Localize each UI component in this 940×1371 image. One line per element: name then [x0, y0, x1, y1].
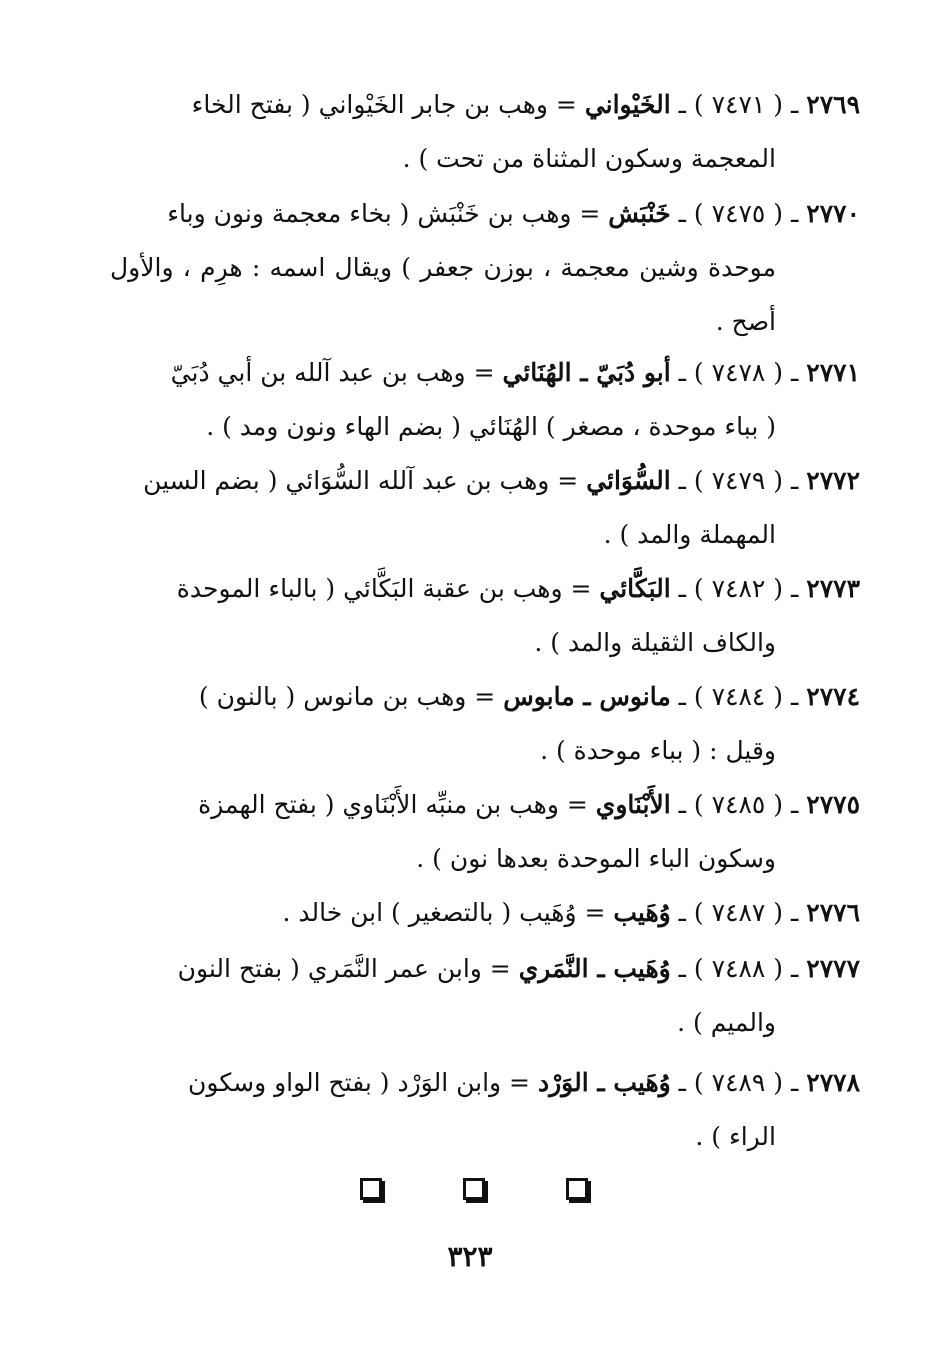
entry-ref: ـ ( ٧٤٨٢ ) ـ [670, 574, 807, 603]
entry-number: ٢٧٧٦ [806, 898, 860, 927]
entry-2770 [110, 187, 860, 349]
entry-ref: ـ ( ٧٤٨٥ ) ـ [670, 790, 807, 819]
entry-2772 [110, 454, 860, 562]
entry-text: = وهب بن مانوس ( بالنون ) [198, 682, 504, 711]
entry-number: ٢٧٧٠ [806, 199, 860, 228]
entry-2778 [110, 1056, 860, 1164]
entry-2773 [110, 562, 860, 670]
entry-text: = وهب بن عبد آلله السُّوَائي ( بضم السين [143, 466, 587, 495]
entry-ref: ـ ( ٧٤٨٨ ) ـ [670, 954, 807, 983]
entry-continuation: موحدة وشين معجمة ، بوزن جعفر ) ويقال اسمه : هرِم ، والأول أصح . [110, 253, 776, 336]
entry-2776 [110, 886, 860, 940]
page-number: ٣٢٣ [447, 1240, 493, 1273]
entry-continuation: وسكون الباء الموحدة بعدها نون ) . [416, 844, 776, 873]
entry-continuation: المهملة والمد ) . [603, 520, 776, 549]
entry-number: ٢٧٦٩ [806, 90, 860, 119]
entry-text: = وابن عمر النَّمَري ( بفتح النون [177, 954, 519, 983]
entry-continuation: ( بباء موحدة ، مصغر ) الهُنَائي ( بضم الهاء ونون ومد ) . [206, 412, 776, 441]
entry-ref: ـ ( ٧٤٨٩ ) ـ [670, 1068, 807, 1097]
entry-heading: البَكَّائي [599, 574, 671, 603]
entry-number: ٢٧٧٥ [806, 790, 860, 819]
square-ornament-icon [566, 1178, 588, 1200]
entry-number: ٢٧٧٨ [806, 1068, 860, 1097]
entry-ref: ـ ( ٧٤٧٨ ) ـ [670, 358, 807, 387]
entry-continuation: الراء ) . [695, 1122, 776, 1151]
entry-heading: السُّوَائي [586, 466, 671, 495]
entry-number: ٢٧٧١ [806, 358, 860, 387]
entry-text: = وهب بن منبِّه الأَبْنَاوي ( بفتح الهمزة [198, 790, 596, 819]
entry-text: = وابن الوَرْد ( بفتح الواو وسكون [188, 1068, 538, 1097]
entry-2775 [110, 778, 860, 886]
entry-heading: الأَبْنَاوي [595, 790, 671, 819]
entry-continuation: وقيل : ( بباء موحدة ) . [540, 736, 776, 765]
entry-ref: ـ ( ٧٤٧١ ) ـ [670, 90, 807, 119]
entry-2777 [110, 942, 860, 1050]
entry-2771 [110, 346, 860, 454]
entry-text: = وهب بن عقبة البَكَّائي ( بالباء الموحدة [176, 574, 600, 603]
entry-text: = وُهَيب ( بالتصغير ) ابن خالد . [282, 898, 614, 927]
section-end-ornaments [0, 1178, 940, 1208]
entry-text: = وهب بن عبد آلله بن أبي دُبَيّ [170, 358, 503, 387]
entry-ref: ـ ( ٧٤٨٧ ) ـ [670, 898, 807, 927]
entry-continuation: المعجمة وسكون المثناة من تحت ) . [402, 144, 776, 173]
entry-2774 [110, 670, 860, 778]
entry-heading: وُهَيب ـ النَّمَري [518, 954, 671, 983]
entry-continuation: والكاف الثقيلة والمد ) . [534, 628, 776, 657]
entry-2769 [110, 78, 860, 186]
entry-number: ٢٧٧٢ [806, 466, 860, 495]
entry-heading: وُهَيب [613, 898, 671, 927]
entry-heading: الخَيْواني [584, 90, 671, 119]
entry-heading: وُهَيب ـ الوَرْد [537, 1068, 671, 1097]
entry-heading: أبو دُبَيّ ـ الهُنَائي [502, 358, 671, 387]
entry-ref: ـ ( ٧٤٧٩ ) ـ [670, 466, 807, 495]
square-ornament-icon [463, 1178, 485, 1200]
entry-ref: ـ ( ٧٤٨٤ ) ـ [670, 682, 807, 711]
entry-number: ٢٧٧٧ [806, 954, 860, 983]
entry-heading: خَنْبَش [608, 199, 671, 228]
entry-text: = وهب بن خَنْبَش ( بخاء معجمة ونون وباء [167, 199, 609, 228]
entry-number: ٢٧٧٣ [806, 574, 860, 603]
entry-heading: مانوس ـ مابوس [503, 682, 671, 711]
entry-ref: ـ ( ٧٤٧٥ ) ـ [670, 199, 807, 228]
entry-number: ٢٧٧٤ [806, 682, 860, 711]
entry-text: = وهب بن جابر الخَيْواني ( بفتح الخاء [191, 90, 585, 119]
entry-continuation: والميم ) . [677, 1008, 776, 1037]
square-ornament-icon [360, 1178, 382, 1200]
